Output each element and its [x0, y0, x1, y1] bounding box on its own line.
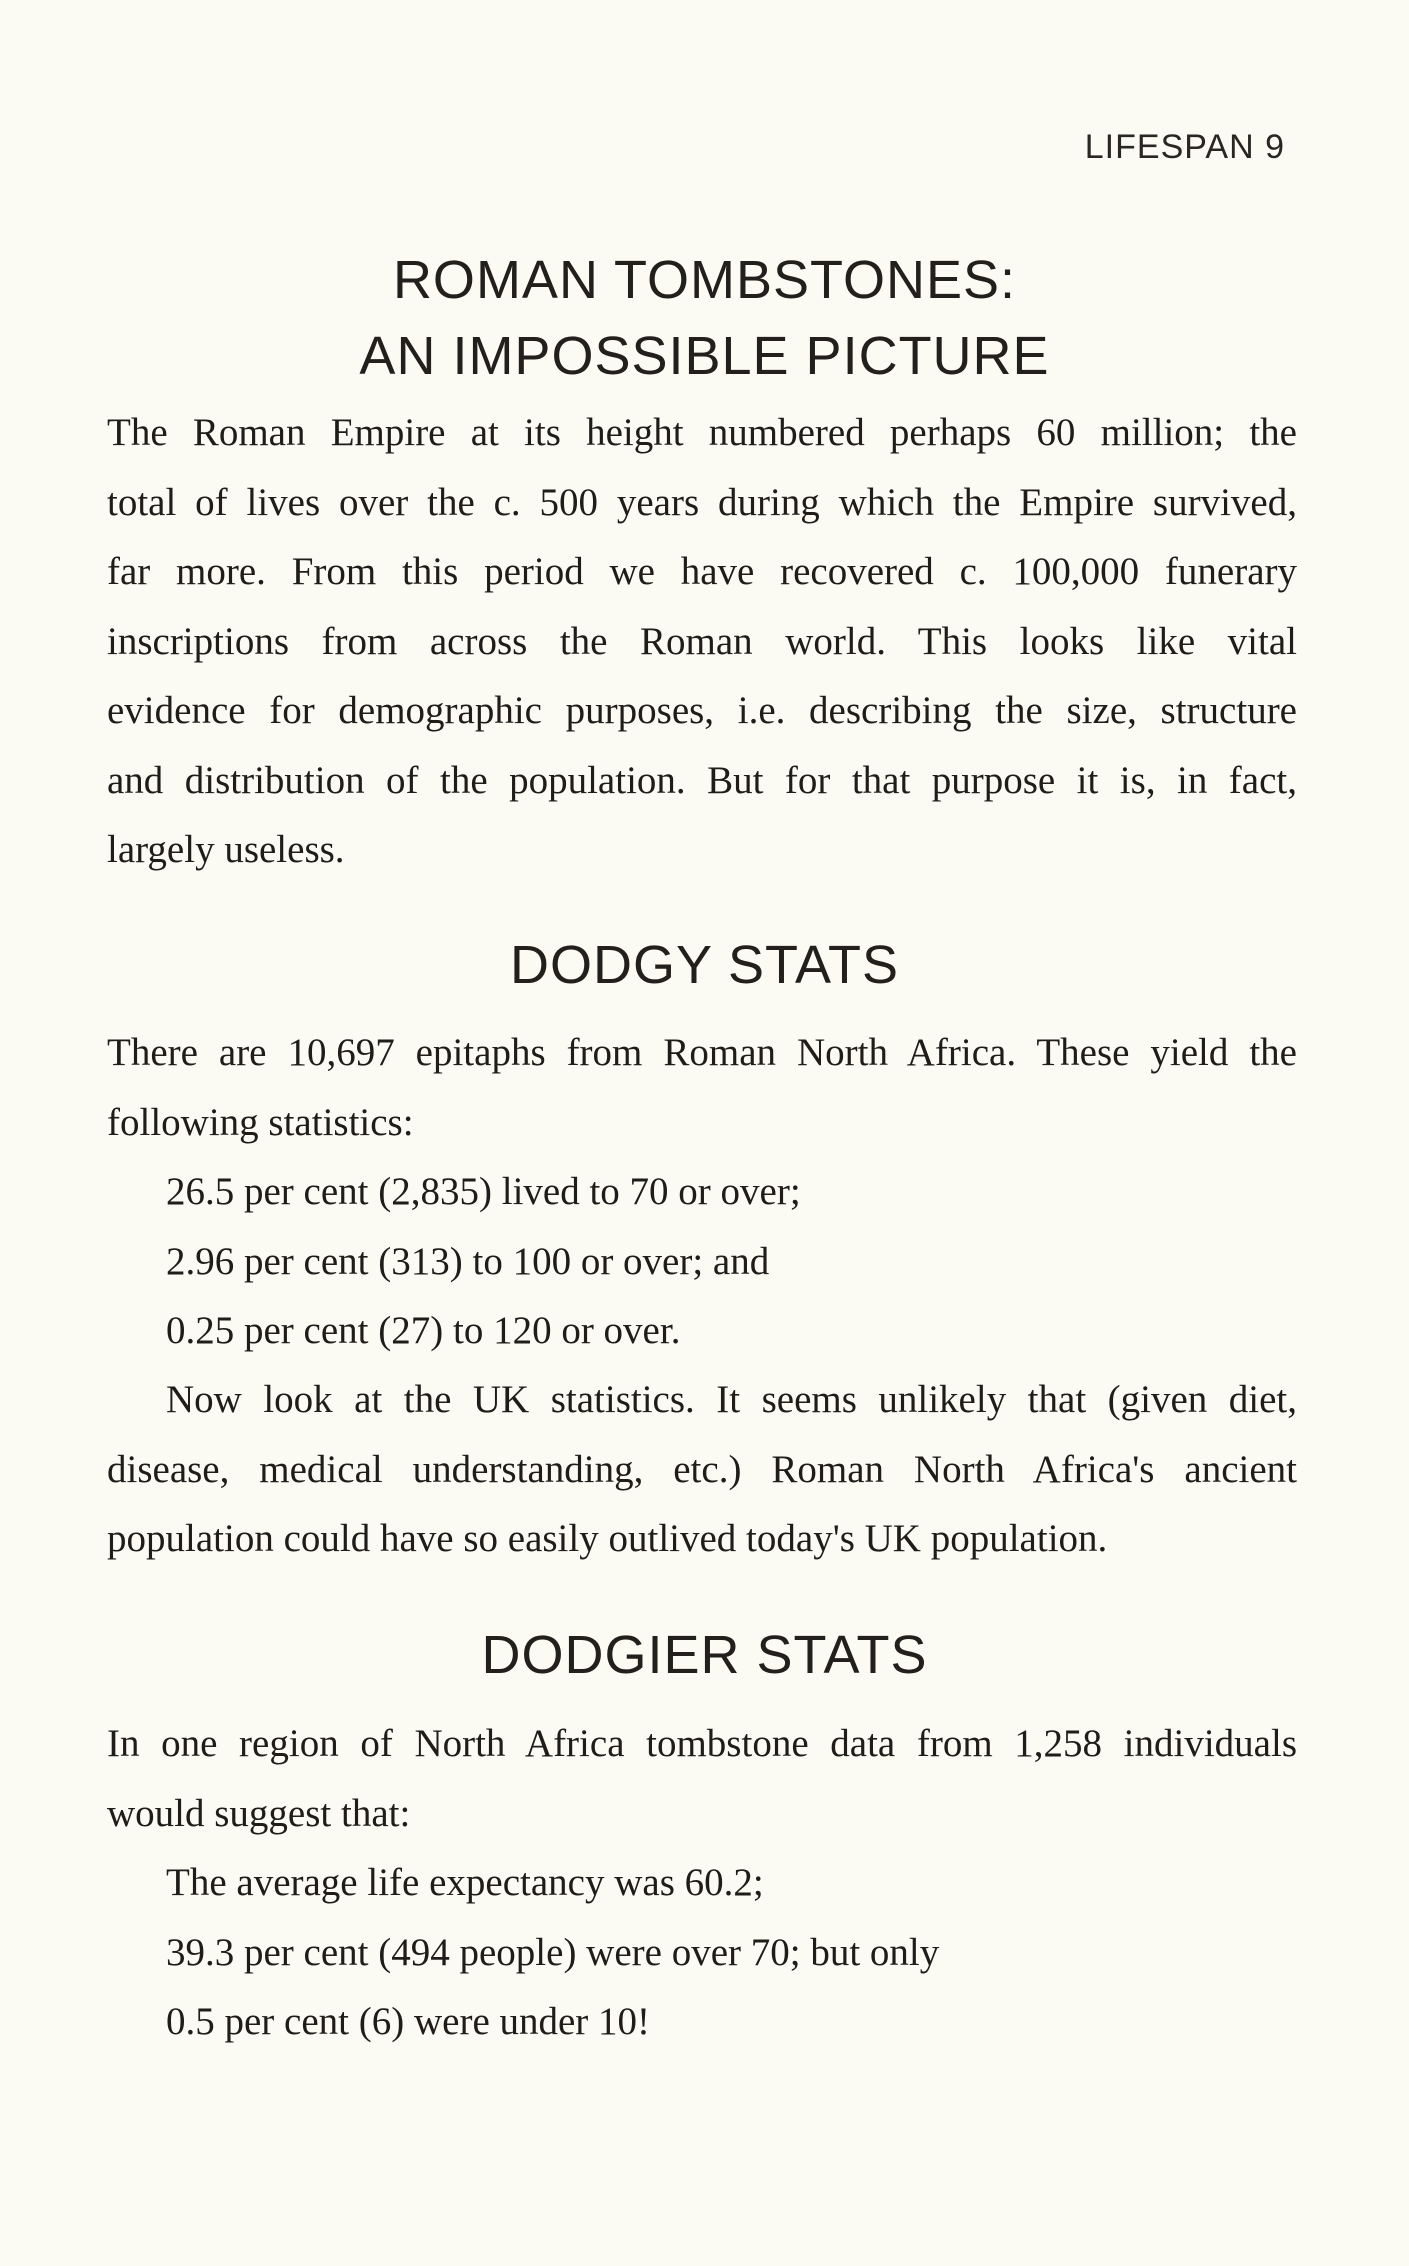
stat-item: The average life expectancy was 60.2; — [166, 1861, 764, 1904]
stat-item: 0.25 per cent (27) to 120 or over. — [166, 1309, 681, 1352]
running-head: LIFESPAN 9 — [1084, 128, 1285, 166]
stat-item: 2.96 per cent (313) to 100 or over; and — [166, 1239, 770, 1283]
text-line: evidence for demographic purposes, i.e. describing the size, structure — [107, 689, 1297, 732]
section-title-dodgier-stats: DODGIER STATS — [481, 1625, 928, 1685]
text-line: disease, medical understanding, etc.) Roman North Africa's ancient — [107, 1447, 1297, 1491]
stat-item: 39.3 per cent (494 people) were over 70; but only — [166, 1930, 940, 1974]
text-line: far more. From this period we have recovered c. 100,000 funerary — [107, 550, 1297, 593]
text-line: population could have so easily outlived today's UK population. — [107, 1517, 1108, 1560]
text-line: following statistics: — [107, 1100, 414, 1144]
dodgier-stats-list — [166, 1848, 939, 2057]
text-line: inscriptions from across the Roman world. This looks like vital — [107, 619, 1297, 663]
stat-item: 0.5 per cent (6) were under 10! — [166, 2000, 651, 2043]
text-line: total of lives over the c. 500 years during which the Empire survived, — [107, 480, 1297, 524]
text-line: In one region of North Africa tombstone data from 1,258 individuals — [107, 1722, 1297, 1765]
text-line: would suggest that: — [107, 1791, 411, 1835]
section-title-dodgy-stats: DODGY STATS — [509, 935, 900, 995]
dodgy-intro-paragraph — [107, 1018, 1297, 1157]
title-line-2: AN IMPOSSIBLE PICTURE — [359, 326, 1050, 386]
text-line: and distribution of the population. But for that purpose it is, in fact, — [107, 758, 1297, 802]
section-title-roman-tombstones — [0, 242, 1409, 394]
dodgy-stats-list — [166, 1157, 801, 1366]
text-line: largely useless. — [107, 828, 345, 871]
intro-paragraph — [107, 398, 1297, 885]
dodgy-outro-paragraph — [107, 1365, 1297, 1574]
text-line: There are 10,697 epitaphs from Roman North Africa. These yield the — [107, 1031, 1297, 1074]
text-line: Now look at the UK statistics. It seems unlikely that (given diet, — [166, 1378, 1297, 1421]
dodgier-intro-paragraph — [107, 1709, 1297, 1848]
title-line-1: ROMAN TOMBSTONES: — [392, 250, 1017, 310]
stat-item: 26.5 per cent (2,835) lived to 70 or over; — [166, 1170, 801, 1213]
text-line: The Roman Empire at its height numbered perhaps 60 million; the — [107, 411, 1297, 454]
